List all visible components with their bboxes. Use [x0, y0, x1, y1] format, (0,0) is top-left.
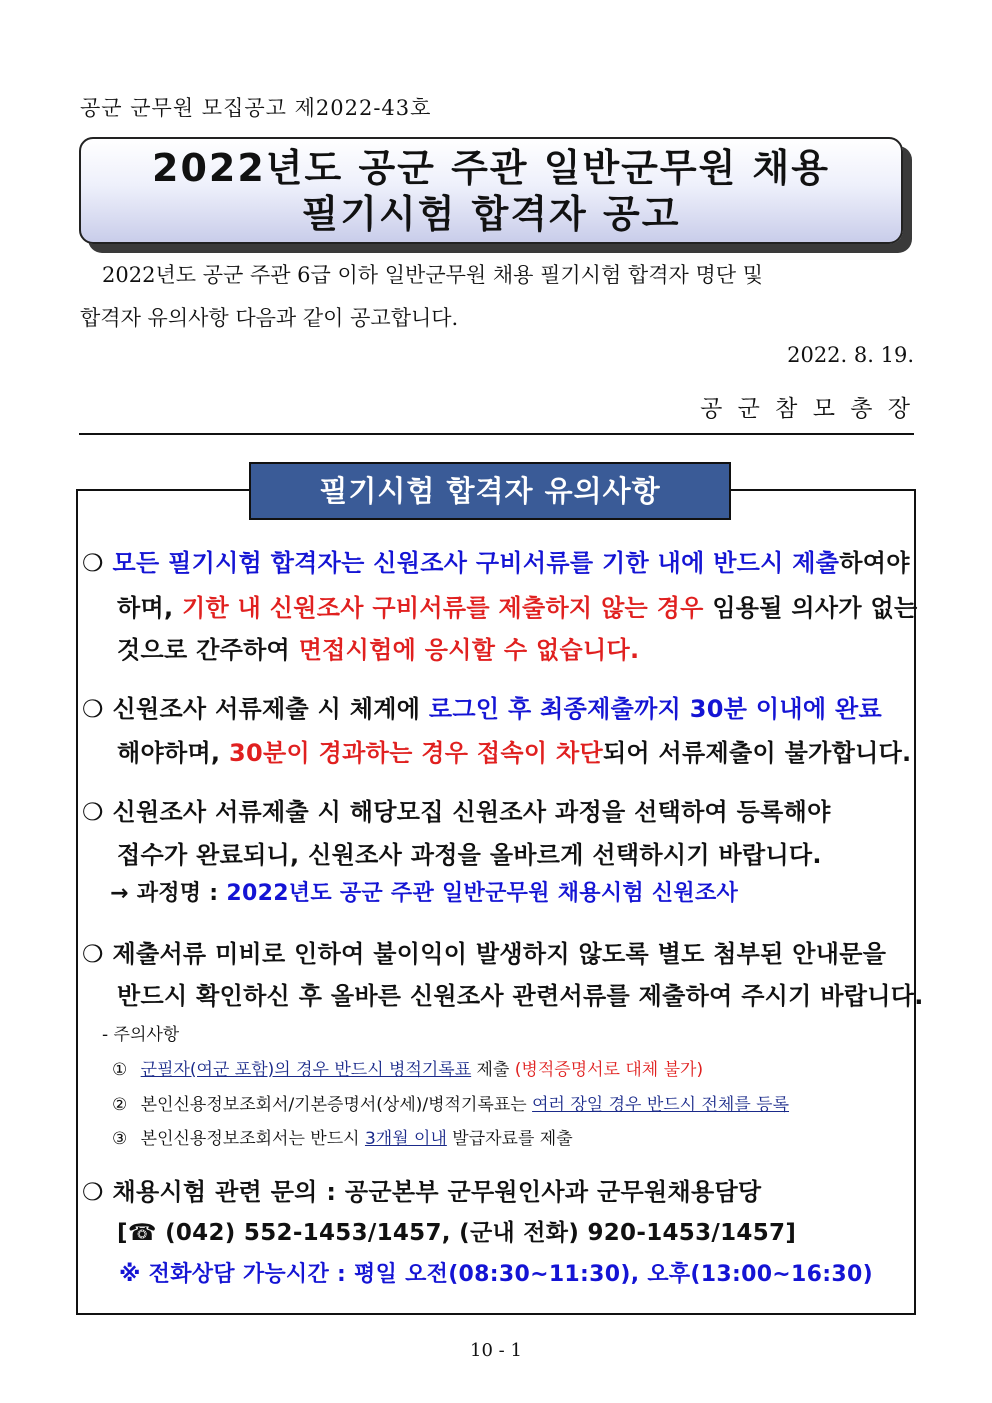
bullet-1-line-2	[117, 588, 918, 623]
sub-heading: - 주의사항	[102, 1025, 180, 1045]
note-mark: ③	[112, 1129, 128, 1149]
bullet-2-line-1	[82, 689, 882, 724]
text: 것으로 간주하여	[117, 636, 299, 664]
note-2	[112, 1090, 789, 1115]
notice-date: 2022. 8. 19.	[787, 343, 914, 367]
bullet-4-line-2	[117, 976, 924, 1011]
text: 제출서류 미비로 인하여 불이익이 발생하지 않도록 별도 첨부된 안내문을	[112, 940, 887, 968]
emphasis-red: 기한 내 신원조사 구비서류를 제출하지 않는 경우	[182, 594, 704, 622]
bullet-5-phone	[117, 1214, 796, 1247]
text: 되어 서류제출이 불가합니다.	[602, 739, 912, 767]
text: 하며,	[117, 594, 183, 622]
emphasis-blue: 모든 필기시험 합격자는 신원조사 구비서류를 기한 내에 반드시 제출	[112, 549, 840, 577]
bullet-5-hours	[119, 1257, 873, 1288]
text: → 과정명 :	[110, 881, 227, 906]
emphasis-blue: 여러 장일 경우 반드시 전체를 등록	[532, 1095, 790, 1115]
note-3	[112, 1124, 573, 1149]
bullet-1-line-3	[117, 630, 639, 665]
course-name: 2022년도 공군 주관 일반군무원 채용시험 신원조사	[226, 881, 739, 906]
emphasis-blue: 로그인 후 최종제출까지 30분 이내에 완료	[428, 695, 882, 723]
notice-number: 공군 군무원 모집공고 제2022-43호	[80, 96, 432, 120]
text: 임용될 의사가 없는	[703, 594, 918, 622]
bullet-3-line-3	[110, 876, 738, 907]
note-1	[112, 1055, 703, 1080]
bullet-5-line-1	[82, 1172, 761, 1207]
text: 반드시 확인하신 후 올바른 신원조사 관련서류를 제출하여 주시기 바랍니다.	[117, 982, 924, 1010]
bullet-1-line-1	[82, 543, 910, 578]
emphasis-blue: 3개월 이내	[364, 1129, 447, 1149]
title-box	[79, 137, 903, 244]
note-mark: ②	[112, 1095, 128, 1115]
intro-line-2: 합격자 유의사항 다음과 같이 공고합니다.	[80, 306, 459, 330]
title-line-1: 2022년도 공군 주관 일반군무원 채용	[152, 146, 830, 190]
text: 제출	[471, 1060, 515, 1080]
bullet-3-line-2	[117, 835, 822, 870]
text: 본인신용정보조회서는 반드시	[140, 1129, 365, 1149]
text: 본인신용정보조회서/기본증명서(상세)/병적기록표는	[140, 1095, 533, 1115]
text: 채용시험 관련 문의 : 공군본부 군무원인사과 군무원채용담당	[112, 1178, 762, 1206]
emphasis-red: 30분이 경과하는 경우 접속이 차단	[229, 739, 603, 767]
text: 해야하며,	[117, 739, 230, 767]
text: 접수가 완료되니, 신원조사 과정을 올바르게 선택하시기 바랍니다.	[117, 841, 822, 869]
text: 신원조사 서류제출 시 체계에	[112, 695, 429, 723]
issuer: 공 군 참 모 총 장	[700, 396, 914, 422]
bullet-mark: ❍	[82, 940, 104, 968]
text: 발급자료를 제출	[446, 1129, 573, 1149]
bullet-2-line-2	[117, 733, 911, 768]
bullet-mark: ❍	[82, 1178, 104, 1206]
page-number: 10 - 1	[470, 1340, 522, 1361]
bullet-3-line-1	[82, 792, 831, 827]
bullet-mark: ❍	[82, 549, 104, 577]
bullet-mark: ❍	[82, 695, 104, 723]
emphasis-red: (병적증명서로 대체 불가)	[514, 1060, 704, 1080]
bullet-4-line-1	[82, 934, 886, 969]
text: 하여야	[839, 549, 910, 577]
intro-line-1: 2022년도 공군 주관 6급 이하 일반군무원 채용 필기시험 합격자 명단 및	[102, 263, 763, 287]
phone-numbers: [☎ (042) 552-1453/1457, (군내 전화) 920-1453/1457]	[117, 1220, 797, 1246]
divider	[79, 433, 914, 435]
bullet-mark: ❍	[82, 798, 104, 826]
consult-hours: ※ 전화상담 가능시간 : 평일 오전(08:30~11:30), 오후(13:00~16:30)	[119, 1262, 873, 1287]
emphasis-red: 면접시험에 응시할 수 없습니다.	[298, 636, 640, 664]
text: 신원조사 서류제출 시 해당모집 신원조사 과정을 선택하여 등록해야	[112, 798, 831, 826]
note-mark: ①	[112, 1060, 128, 1080]
title-line-2: 필기시험 합격자 공고	[301, 192, 681, 236]
caution-title: 필기시험 합격자 유의사항	[249, 462, 731, 520]
emphasis-blue: 군필자(여군 포함)의 경우 반드시 병적기록표	[140, 1060, 472, 1080]
